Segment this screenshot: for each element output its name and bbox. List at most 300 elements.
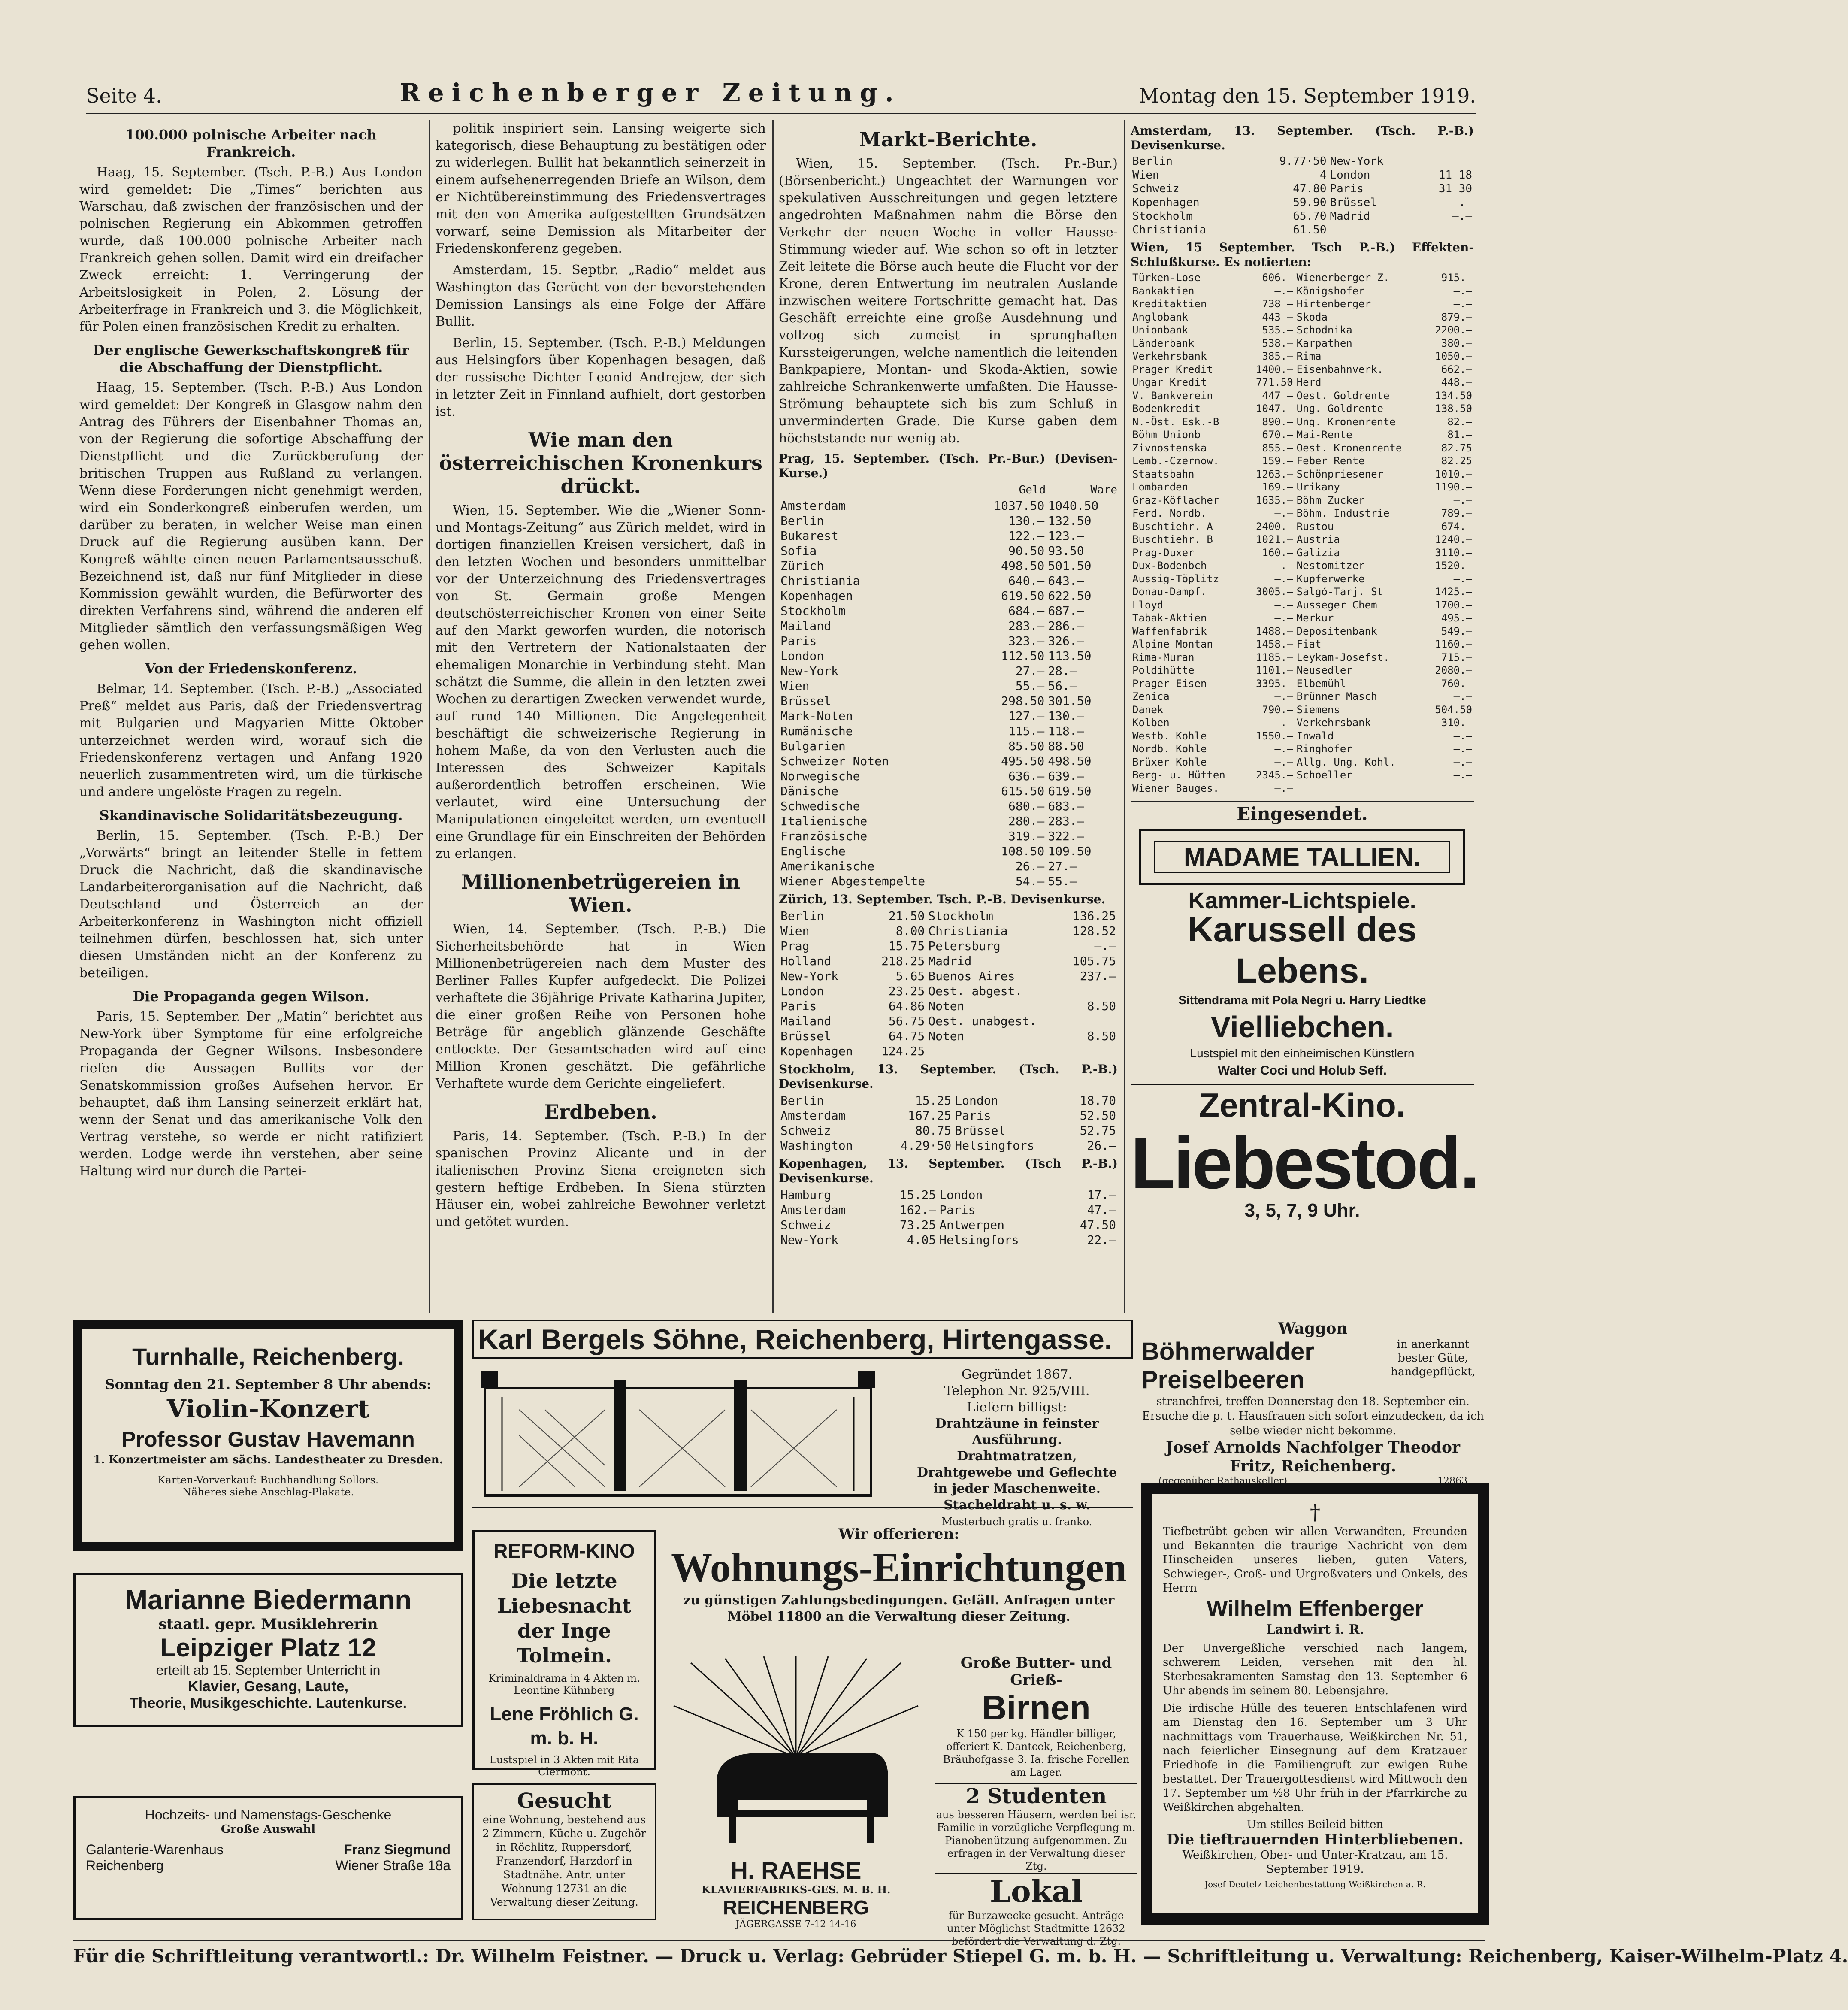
rate-label: New-York	[780, 1233, 838, 1247]
rate-label: Amsterdam	[780, 1203, 846, 1217]
ad-text: Gegründet 1867.	[961, 1367, 1073, 1382]
rate-label: Buschtiehr. B	[1132, 533, 1213, 545]
rate-value: —.—	[1452, 196, 1472, 209]
ad-text: Wiener Straße 18a	[335, 1858, 451, 1873]
rate-value: 310.—	[1441, 717, 1472, 729]
rate-label: Unionbank	[1132, 324, 1189, 336]
rate-label: Dänische	[780, 784, 838, 798]
rate-label: Mailand	[780, 619, 832, 633]
table-row	[779, 1187, 1118, 1202]
ad-gift-shop	[73, 1796, 463, 1920]
ad-headline: Leipziger Platz 12	[160, 1633, 376, 1662]
rate-value: 5.65	[895, 969, 925, 983]
ad-text: Theorie, Musikgeschichte. Lautenkurse.	[129, 1695, 407, 1711]
rate-value: 1021.—	[1255, 533, 1293, 545]
rate-value: 82.—	[1447, 415, 1472, 428]
rate-label: 622.50	[1048, 589, 1092, 603]
rate-value: 298.50	[1001, 694, 1045, 708]
rate-value: 130.—	[1008, 514, 1045, 528]
ad-madame-tallien	[1139, 829, 1465, 885]
table-row	[1131, 703, 1474, 717]
piano-illustration	[665, 1654, 927, 1856]
rate-value: 127.—	[1008, 709, 1045, 723]
rate-label: Christiania	[928, 924, 1008, 938]
rate-value: —.—	[1453, 690, 1472, 702]
table-row	[779, 739, 1118, 754]
rate-value: —.—	[1453, 730, 1472, 742]
rate-label: 113.50	[1048, 649, 1092, 663]
rate-value: 21.50	[888, 909, 925, 923]
zurich-rates-header: Zürich, 13. September. Tsch. P.-B. Devisenkurse.	[779, 892, 1106, 906]
table-row	[1131, 271, 1474, 285]
rate-value: —.—	[1453, 572, 1472, 585]
column-4	[1131, 120, 1479, 1313]
fence-illustration	[476, 1362, 880, 1504]
table-row	[779, 814, 1118, 829]
rate-label: Bankaktien	[1132, 285, 1195, 297]
rate-label: Mai-Rente	[1296, 429, 1352, 441]
table-row	[1131, 690, 1474, 703]
rate-label: 498.50	[1048, 754, 1092, 768]
ad-text: Weißkirchen, Ober- und Unter-Kratzau, am 15. September 1919.	[1182, 1849, 1448, 1876]
ad-text: Galanterie-Warenhaus	[86, 1842, 224, 1857]
table-row	[779, 799, 1118, 814]
rate-value: 2400.—	[1255, 520, 1293, 533]
rate-label: Berlin	[780, 909, 824, 923]
rate-value: 715.—	[1441, 651, 1472, 663]
rate-value: 495.—	[1441, 612, 1472, 624]
rate-value: 1520.—	[1435, 560, 1472, 572]
copenhagen-rates-table	[779, 1187, 1118, 1247]
table-row	[1131, 350, 1474, 363]
rate-label: Herd	[1296, 376, 1322, 388]
rate-label: Zivnostenska	[1132, 442, 1207, 454]
table-row	[1131, 285, 1474, 298]
table-row	[779, 588, 1118, 603]
ad-small-classifieds	[935, 1654, 1137, 1947]
rate-label: Amerikanische	[780, 859, 875, 873]
rate-label: Lemb.-Czernow.	[1132, 455, 1219, 467]
rate-label: Oest. Goldrente	[1296, 389, 1390, 402]
column-3	[779, 120, 1118, 1313]
ad-text: Wir offerieren:	[838, 1526, 959, 1543]
cinema-name: Kammer-Lichtspiele.	[1188, 888, 1416, 914]
rate-label: Kopenhagen	[780, 1044, 853, 1058]
masthead	[86, 73, 1476, 114]
rate-label: 88.50	[1048, 739, 1084, 753]
table-row	[779, 1217, 1118, 1232]
ad-headline: 2 Studenten	[935, 1783, 1137, 1808]
table-row	[1131, 677, 1474, 690]
table-row	[1131, 664, 1474, 677]
rate-value: 1047.—	[1255, 403, 1293, 415]
ad-text: JÄGERGASSE 7-12 14-16	[735, 1919, 856, 1930]
table-row	[779, 1108, 1118, 1123]
rate-label: Rima-Muran	[1132, 651, 1195, 663]
rate-value: 159.—	[1262, 455, 1293, 467]
rate-label: 619.50	[1048, 784, 1092, 798]
rate-label: 683.—	[1048, 799, 1084, 813]
table-row	[1131, 324, 1474, 337]
rate-label: Madrid	[1330, 210, 1370, 223]
ad-text: staatl. gepr. Musiklehrerin	[158, 1616, 378, 1633]
article-headline: 100.000 polnische Arbeiter nach Frankreich.	[125, 127, 377, 160]
ad-text: Drahtmatratzen, Drahtgewebe und Geflechte in jeder Maschenweite.	[916, 1449, 1117, 1496]
ad-text: Franz Siegmund	[344, 1842, 451, 1857]
rate-label: Ungar Kredit	[1132, 376, 1207, 388]
article-body: Berlin, 15. September. (Tsch. P.-B.) Der „Vorwärts“ bringt an leitender Stelle in fettem Druck die Nachricht, daß die skandinavische Landarbeiterorganisation auf die Nachricht, daß Deutschland und Österreich an der Arbeiterkonferenz in Washington nicht offiziell teilnehmen dürfen, beschlossen hat, sich unter diesen Umständen nicht an der Konferenz zu beteiligen.	[79, 828, 423, 981]
rate-label: Staatsbahn	[1132, 468, 1195, 480]
table-row	[1131, 742, 1474, 756]
ad-headline: Wilhelm Effenberger	[1207, 1596, 1424, 1621]
rate-label: 132.50	[1048, 514, 1092, 528]
rate-label: Paris	[780, 999, 817, 1013]
rate-value: 283.—	[1008, 619, 1045, 633]
rate-label: Holland	[780, 954, 832, 968]
table-row	[779, 513, 1118, 528]
article-body: Paris, 15. September. Der „Matin“ berichtet aus New-York über Symptome für eine erfolgreiche Propaganda der Gegner Wilsons. Insbesondere riefen die Aussagen Bullits vor der Senatskommission großes Aufsehen hervor. Er behauptet, daß ihm Lansing seinerzeit erklärt hat, wenn der Senat und das amerikanische Volk den Vertrag verstehe, so werde er nicht ratifiziert werden. Lodge werde ihn verstehen, aber seine Haltung wird nur durch die Partei-	[79, 1009, 423, 1179]
rate-label: 326.—	[1048, 634, 1084, 648]
column-header-geld: Geld	[1019, 484, 1046, 496]
ad-gesucht	[472, 1783, 656, 1920]
rate-value: 15.25	[915, 1093, 952, 1108]
rate-value: 1635.—	[1255, 494, 1293, 506]
rate-value	[1061, 1044, 1118, 1059]
ad-text: Musterbuch gratis u. franko.	[941, 1516, 1092, 1528]
rate-label: Wiener Bauges.	[1132, 782, 1219, 794]
stockholm-rates-header: Stockholm, 13. September. (Tsch. P.-B.) Devisenkurse.	[779, 1062, 1118, 1091]
rate-label: Allg. Ung. Kohl.	[1296, 756, 1396, 768]
ad-text: Große Auswahl	[221, 1823, 316, 1836]
table-row	[1131, 599, 1474, 612]
rate-label: Sofia	[780, 544, 817, 558]
ad-text: für Burzawecke gesucht. Anträge unter Möglichst Stadtmitte 12632 befördert die Verwaltung d. Ztg.	[947, 1910, 1125, 1947]
rate-label: Kreditaktien	[1132, 298, 1207, 310]
rate-label: Galizia	[1296, 546, 1340, 559]
ad-text: Die tieftrauernden Hinterbliebenen.	[1167, 1831, 1464, 1848]
rate-value: 82.25	[1441, 455, 1472, 467]
rate-label: Böhm Zucker	[1296, 494, 1365, 506]
table-row	[779, 708, 1118, 723]
rate-value	[1061, 984, 1118, 999]
ad-text: K 150 per kg. Händler billiger, offeriert K. Dantcek, Reichenberg, Bräuhofgasse 3. Ia. frische Forellen am Lager.	[943, 1728, 1130, 1778]
rate-value: 237.—	[1080, 969, 1116, 983]
rate-value: 61.50	[1293, 224, 1327, 236]
rate-value: 879.—	[1441, 311, 1472, 323]
ad-music-teacher	[73, 1573, 463, 1727]
rate-label: Austria	[1296, 533, 1340, 545]
rate-label: London	[1330, 169, 1370, 182]
rate-label: Urikany	[1296, 481, 1340, 493]
table-row	[779, 844, 1118, 859]
ad-text: REICHENBERG	[723, 1896, 869, 1919]
rate-label: Karpathen	[1296, 337, 1352, 349]
film-subtitle: Walter Coci und Holub Seff.	[1218, 1063, 1387, 1078]
table-row	[1131, 769, 1474, 782]
rate-value: 1700.—	[1435, 599, 1472, 611]
column-divider	[772, 120, 774, 1313]
rate-label: 687.—	[1048, 604, 1084, 618]
ad-text: KLAVIERFABRIKS-GES. M. B. H.	[701, 1883, 891, 1896]
rate-label: 1040.50	[1048, 499, 1099, 513]
table-row	[1131, 494, 1474, 507]
rate-value: 3005.—	[1255, 586, 1293, 598]
rate-value: 136.25	[1072, 909, 1116, 923]
rate-label: Tabak-Aktien	[1132, 612, 1207, 624]
rate-label: Mailand	[780, 1014, 832, 1028]
table-row	[779, 754, 1118, 769]
rate-label: Paris	[955, 1108, 991, 1123]
article-body: Wien, 15. September. Wie die „Wiener Sonn- und Montags-Zeitung“ aus Zürich meldet, wird in dortigen finanziellen Kreisen versichert, daß in den letzten Wochen und besonders unmittelbar vor der Unterzeichnung des Friedensvertrages von St. Germain große Mengen deutschösterreichischer Kronen von einer Seite auf den Markt geworfen wurden, die notorisch mit den Vertretern der Nationalstaaten der ehemaligen Monarchie in Verbindung steht. Man schätzt die Summe, die allein in den letzten zwei Wochen zu derartigen Zwecken verwendet wurde, auf rund 140 Millionen. Die Angelegenheit beschäftigt die schweizerische Regierung in hohem Maße, da von den Verlusten auch die Interessen des Schweizer Kapitals außerordentlich betroffen erscheinen. Wie verlautet, wird eine Untersuchung der Manipulationen eingeleitet werden, um eventuell eine Grundlage für ein Einschreiten der Behörden zu erlangen.	[436, 503, 766, 861]
table-row	[779, 678, 1118, 693]
rate-value: 18.70	[1080, 1093, 1116, 1108]
rate-label: Stockholm	[780, 604, 846, 618]
rate-label	[1328, 223, 1416, 237]
rate-value: 47.—	[1087, 1203, 1116, 1217]
rate-label: N.-Öst. Esk.-B	[1132, 415, 1219, 428]
table-row	[1131, 428, 1474, 442]
rate-label: Fiat	[1296, 638, 1322, 650]
ad-text: 12863	[1437, 1476, 1467, 1486]
rate-label: Ferd. Nordb.	[1132, 507, 1207, 519]
cinema-name: Zentral-Kino.	[1199, 1086, 1406, 1124]
rate-value: 280.—	[1008, 814, 1045, 828]
rate-label: 27.—	[1048, 859, 1077, 873]
ad-headline: Birnen	[982, 1689, 1091, 1727]
amsterdam-rates-table	[1131, 154, 1474, 237]
table-row	[1131, 572, 1474, 586]
rate-label: Rustou	[1296, 520, 1334, 533]
rate-value: —.—	[1274, 743, 1293, 755]
column-header-ware: Ware	[1090, 484, 1117, 496]
ad-headline: Lokal	[935, 1873, 1137, 1909]
ad-text: eine Wohnung, bestehend aus 2 Zimmern, Küche u. Zugehör in Röchlitz, Ruppersdorf, Franzendorf, Harzdorf in Stadtnähe. Antr. unter Wohnung 12731 an die Verwaltung dieser Zeitung.	[482, 1813, 646, 1908]
rate-label: 28.—	[1048, 664, 1077, 678]
rate-value: 85.50	[1008, 739, 1045, 753]
rate-label: Berg- u. Hütten	[1132, 769, 1225, 781]
rate-label: Schweiz	[1132, 182, 1180, 195]
table-row	[1131, 625, 1474, 638]
column-divider	[1124, 120, 1125, 1313]
rate-value: 108.50	[1001, 844, 1045, 858]
table-row	[1131, 168, 1474, 182]
article-body: Paris, 14. September. (Tsch. P.-B.) In der spanischen Provinz Alicante und in der italienischen Provinz Siena ereigneten sich gestern heftige Erdbeben. In Siena stürzten Häuser ein, wobei zahlreiche Bewohner verletzt und getötet wurden.	[436, 1129, 766, 1229]
rate-value: 790.—	[1262, 703, 1293, 716]
rate-label: Anglobank	[1132, 311, 1189, 323]
rate-label: Kopenhagen	[1132, 196, 1200, 209]
issue-date: Montag den 15. September 1919.	[1139, 84, 1476, 107]
market-report: Wien, 15. September. (Tsch. Pr.-Bur.) (Börsenbericht.) Ungeachtet der Warnungen vor spekulativen Ausschreitungen und gegen letztere angedrohten Maßnahmen nahm die Börse den Verkehr der neuen Woche in voller Hausse-Stimmung wieder auf. Wie schon so oft in letzter Zeit leitete die Börse auch heute die Flucht vor der Krone, deren Entwertung im neutralen Auslande inzwischen weitere Fortschritte gemacht hat. Das Geschäft erreichte eine große Ausdehnung und vollzog sich zumeist in sprunghaften Kurssteigerungen, welche namentlich die leitenden Bankpapiere, Montan- und Skoda-Aktien, sowie zahlreiche Schrankenwerte umfaßten. Die Hausse-Strömung behauptete sich bis zum Schluß in unverminderten Grade. Die Kurse gaben dem höchststande nur wenig ab.	[779, 156, 1118, 446]
table-row	[1131, 611, 1474, 625]
rate-value: 55.—	[1015, 679, 1045, 693]
article-body: Berlin, 15. September. (Tsch. P.-B.) Meldungen aus Helsingfors über Kopenhagen besagen, daß der russische Dichter Leonid Andrejew, der sich in letzter Zeit in Finnland aufhielt, dort gestorben ist.	[436, 336, 766, 419]
film-title: Lene Fröhlich G. m. b. H.	[490, 1704, 639, 1749]
amsterdam-rates-header: Amsterdam, 13. September. (Tsch. P.-B.) Devisenkurse.	[1131, 124, 1474, 152]
show-times: 3, 5, 7, 9 Uhr.	[1244, 1200, 1360, 1221]
rate-value: 8.50	[1087, 999, 1116, 1013]
rate-value: 54.—	[1015, 874, 1045, 888]
rate-label	[926, 1044, 1061, 1059]
rate-value: —.—	[1274, 690, 1293, 702]
article-body: Amsterdam, 15. Septbr. „Radio“ meldet aus Washington das Gerücht von der bevorstehenden Demission Lansings als eine Folge der Affäre Bullit.	[436, 263, 766, 329]
rate-label: Amsterdam	[780, 499, 846, 513]
rate-label: 301.50	[1048, 694, 1092, 708]
rate-value: —.—	[1274, 285, 1293, 297]
rate-value: 56.75	[888, 1014, 925, 1028]
rate-label	[1295, 782, 1425, 795]
rate-label: Paris	[939, 1203, 976, 1217]
rate-value: 112.50	[1001, 649, 1045, 663]
rate-label: 118.—	[1048, 724, 1084, 738]
rate-value: 380.—	[1441, 337, 1472, 349]
table-row	[779, 1093, 1118, 1108]
rate-label: Leykam-Josefst.	[1296, 651, 1390, 663]
ad-raehse-pianos	[665, 1654, 927, 1930]
rate-value: 169.—	[1262, 481, 1293, 493]
advertisement-section	[73, 1320, 1485, 1947]
table-row	[779, 528, 1118, 543]
article-headline: Erdbeben.	[544, 1100, 657, 1123]
rate-value: —.—	[1274, 560, 1293, 572]
ad-text: Sonntag den 21. September 8 Uhr abends:	[105, 1376, 432, 1392]
rate-label: Kopenhagen	[780, 589, 853, 603]
rate-value: 1263.—	[1255, 468, 1293, 480]
rate-value: 538.—	[1262, 337, 1293, 349]
rate-value: 82.75	[1441, 442, 1472, 454]
table-row	[779, 954, 1118, 969]
rate-value: —.—	[1274, 572, 1293, 585]
rate-value	[1417, 154, 1474, 168]
rate-label: London	[955, 1093, 998, 1108]
rate-label: Prag-Duxer	[1132, 546, 1195, 559]
rate-value: 684.—	[1008, 604, 1045, 618]
rate-label: Stockholm	[1132, 210, 1193, 223]
column-1	[79, 120, 423, 1313]
table-row	[1131, 297, 1474, 311]
table-row	[779, 1123, 1118, 1138]
rate-label: Oest. unabgest.	[928, 1014, 1037, 1028]
table-row	[1131, 442, 1474, 455]
rate-label: Kolben	[1132, 717, 1170, 729]
table-row	[779, 543, 1118, 558]
table-row	[779, 723, 1118, 739]
rate-label: Poldihütte	[1132, 664, 1195, 676]
rate-label: Helsingfors	[939, 1233, 1019, 1247]
rate-value: 535.—	[1262, 324, 1293, 336]
rate-label: Ung. Goldrente	[1296, 403, 1383, 415]
rate-label: Westb. Kohle	[1132, 730, 1207, 742]
table-row	[779, 603, 1118, 618]
rate-label: Wien	[780, 679, 810, 693]
rate-label: Brüssel	[780, 694, 832, 708]
newspaper-title: Reichenberger Zeitung.	[399, 78, 901, 107]
table-row	[1131, 154, 1474, 168]
rate-value: 1050.—	[1435, 350, 1472, 362]
rate-label: Königshofer	[1296, 285, 1365, 297]
rate-value: 167.25	[908, 1108, 952, 1123]
rate-label: Rumänische	[780, 724, 853, 738]
rate-label: Schweizer Noten	[780, 754, 889, 768]
rate-label: Bulgarien	[780, 739, 846, 753]
rate-label: New-York	[780, 664, 838, 678]
film-title: Vielliebchen.	[1210, 1010, 1394, 1044]
rate-label: Salgó-Tarj. St	[1296, 586, 1383, 598]
table-row	[1131, 196, 1474, 209]
rate-label: 93.50	[1048, 544, 1084, 558]
ad-text: Reichenberg	[86, 1858, 164, 1873]
rate-value: 890.—	[1262, 415, 1293, 428]
ad-text: Tiefbetrübt geben wir allen Verwandten, Freunden und Bekannten die traurige Nachricht von dem Hinscheiden unseres lieben, guten Vaters, Schwieger-, Groß- und Urgroßvaters und Onkels, des Herrn	[1163, 1525, 1467, 1595]
table-row	[779, 1202, 1118, 1217]
rate-label: Buschtiehr. A	[1132, 520, 1213, 533]
stockholm-rates-table	[779, 1093, 1118, 1153]
rate-label: New-York	[780, 969, 838, 983]
table-row	[779, 859, 1118, 874]
rate-value: —.—	[1274, 612, 1293, 624]
rate-value: 8.50	[1087, 1029, 1116, 1043]
ad-cinema	[1131, 888, 1479, 1221]
rate-label: Zürich	[780, 559, 824, 573]
rate-label: Lombarden	[1132, 481, 1189, 493]
rate-value: 1010.—	[1435, 468, 1472, 480]
rate-label: Bodenkredit	[1132, 403, 1201, 415]
table-row	[779, 999, 1118, 1014]
rate-value: 3395.—	[1255, 677, 1293, 690]
rate-value: —.—	[1453, 285, 1472, 297]
rate-label: Schweiz	[780, 1123, 832, 1138]
rate-value: 31 30	[1438, 182, 1472, 195]
rate-value: 1185.—	[1255, 651, 1293, 663]
table-row	[1131, 638, 1474, 651]
ad-text: Der Unvergeßliche verschied nach langem, schwerem Leiden, versehen mit den hl. Sterbesakramenten Samstag den 13. September 6 Uhr abends im seinem 80. Lebensjahre.	[1163, 1642, 1467, 1697]
rate-value: 64.75	[888, 1029, 925, 1043]
rate-label: Antwerpen	[939, 1218, 1004, 1232]
table-row	[1131, 533, 1474, 546]
rate-value: 495.50	[1001, 754, 1045, 768]
table-row	[779, 633, 1118, 648]
rate-label: 55.—	[1048, 874, 1077, 888]
rate-label: Nestomitzer	[1296, 560, 1365, 572]
rate-value: —.—	[1453, 769, 1472, 781]
table-row	[1131, 223, 1474, 237]
article-body: Haag, 15. September. (Tsch. P.-B.) Aus London wird gemeldet: Der Kongreß in Glasgow nahm den Antrag des Führers der Eisenbahner Thomas an, von der Regierung die sofortige Abschaffung der Dienstpflicht und die Zurückberufung der britischen Truppen aus Rußland zu verlangen. Wenn diese Forderungen nicht genehmigt werden, wird ein Sonderkongreß einberufen werden, um darüber zu beraten, in welcher Weise man einen Druck auf die Regierung ausüben kann. Der Kongreß wählte einen neuen Parlamentsausschuß. Bezeichnend ist, daß nur fünf Mitglieder in diese Kommission gewählt wurden, die Befürworter des direkten Verfahrens sind, während die anderen elf Mitglieder sämtlich den verfassungsmäßigen Weg gehen wollen.	[79, 380, 423, 653]
rate-label: Englische	[780, 844, 846, 858]
rate-value: 619.50	[1001, 589, 1045, 603]
rate-value: —.—	[1274, 717, 1293, 729]
rate-value: 52.50	[1080, 1108, 1116, 1123]
rate-value: 1190.—	[1435, 481, 1472, 493]
table-row	[779, 618, 1118, 633]
rate-value: —.—	[1453, 756, 1472, 768]
rate-value: 443 —	[1262, 311, 1293, 323]
table-row	[779, 573, 1118, 588]
rate-value: 160.—	[1262, 546, 1293, 559]
rate-label: Skoda	[1296, 311, 1328, 323]
rate-label: Christiania	[780, 574, 860, 588]
table-row	[779, 1044, 1118, 1059]
rate-label: Berlin	[780, 514, 824, 528]
rate-label: Bukarest	[780, 529, 838, 543]
article-body: Belmar, 14. September. (Tsch. P.-B.) „Associated Preß“ meldet aus Paris, daß der Friedensvertrag mit Bulgarien und Magyarien Mitte Oktober unterzeichnet werden wird, worauf sich die Friedenskonferenz vertagen und Anfang 1920 neuerlich zusammentreten wird, um die türkische und andere ungelöste Fragen zu regeln.	[79, 681, 423, 799]
rate-value: 385.—	[1262, 350, 1293, 362]
table-row	[779, 969, 1118, 984]
ad-headline: H. RAEHSE	[730, 1857, 862, 1884]
rate-label: Wienerberger Z.	[1296, 272, 1390, 284]
table-row	[779, 874, 1118, 889]
rate-value: 4.05	[907, 1233, 936, 1247]
ad-preiselbeeren	[1141, 1320, 1485, 1486]
table-row	[1131, 363, 1474, 376]
